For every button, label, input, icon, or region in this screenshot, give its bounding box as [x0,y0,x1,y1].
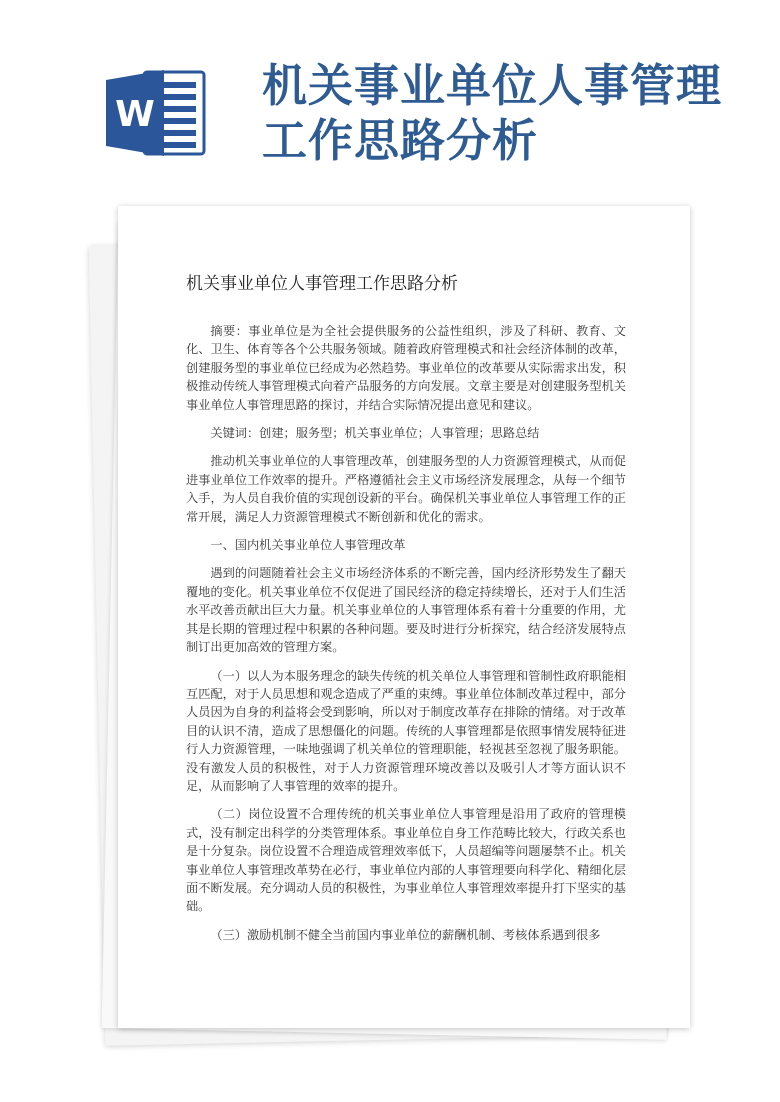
body-paragraph-1: 遇到的问题随着社会主义市场经济体系的不断完善，国内经济形势发生了翻天覆地的变化。机关事业单位不仅促进了国民经济的稳定持续增长，还对于人们生活水平改善贡献出巨大力量。机关事业单位的人事管理体系有着十分重要的作用，尤其是长期的管理过程中积累的各种问题。要及时进行分析探究，结合经济发展特点制订出更加高效的管理方案。 [186,566,626,655]
word-document-icon [106,68,206,158]
body-paragraph-2: （一）以人为本服务理念的缺失传统的机关单位人事管理和管制性政府职能相互匹配，对于人员思想和观念造成了严重的束缚。事业单位体制改革过程中，部分人员因为自身的利益将会受到影响，所以对于制度改革存在排除的情绪。对于改革目的认识不清，造成了思想僵化的问题。传统的人事管理都是依照事情发展特征进行人力资源管理，一味地强调了机关单位的管理职能，轻视甚至忽视了服务职能。没有激发人员的积极性，对于人力资源管理环境改善以及吸引人才等方面认识不足，从而影响了人事管理的效率的提升。 [186,668,626,793]
title-line-2: 工作思路分析 [262,114,539,167]
body-paragraph-4: （三）激励机制不健全当前国内事业单位的薪酬机制、考核体系遇到很多 [210,927,601,942]
abstract-paragraph: 摘要：事业单位是为全社会提供服务的公益性组织，涉及了科研、教育、文化、卫生、体育等各个公共服务领域。随着政府管理模式和社会经济体制的改革，创建服务型的事业单位已经成为必然趋势。事业单位的改革要从实际需求出发，积极推动传统人事管理模式向着产品服务的方向发展。文章主要是对创建服务型机关事业单位人事管理思路的探讨，并结合实际情况提出意见和建议。 [186,324,626,412]
title-line-1: 机关事业单位人事管理 [262,59,723,112]
body-paragraph-3: （二）岗位设置不合理传统的机关事业单位人事管理是沿用了政府的管理模式，没有制定出科学的分类管理体系。事业单位自身工作范畴比较大，行政关系也是十分复杂。岗位设置不合理造成管理效率低下，人员超编等问题屡禁不止。机关事业单位人事管理改革势在必行，事业单位内部的人事管理要向科学化、精细化层面不断发展。充分调动人员的积极性，为事业单位人事管理效率提升打下坚实的基础。 [186,807,626,914]
document-title [262,58,732,168]
page-title: 机关事业单位人事管理工作思路分析 [186,274,458,294]
section-heading: 一、国内机关事业单位人事管理改革 [210,538,406,553]
svg-text:W: W [115,94,155,135]
page-content [186,272,626,954]
intro-paragraph: 推动机关事业单位的人事管理改革，创建服务型的人力资源管理模式，从而促进事业单位工作效率的提升。严格遵循社会主义市场经济发展理念，从每一个细节入手，为人员自我价值的实现创设新的平台。确保机关事业单位人事管理工作的正常开展，满足人力资源管理模式不断创新和优化的需求。 [186,454,626,524]
document-page [118,206,690,1028]
header [0,0,780,200]
keywords-paragraph: 关键词：创建；服务型；机关事业单位；人事管理；思路总结 [210,426,540,441]
